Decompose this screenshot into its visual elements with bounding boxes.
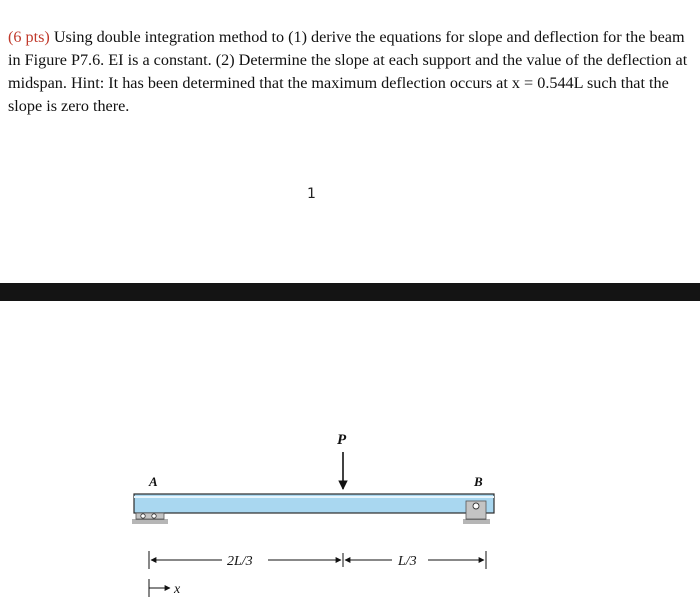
support-b-label: B [474, 474, 483, 489]
page-number: 1 [307, 186, 316, 202]
problem-text: Using double integration method to (1) derive the equations for slope and deflection for the beam in Figure P7.6. EI is a constant. (2) Determine the slope at each support and the value of the deflection at midspan. Hint: It has been determined that the maximum deflection occurs at x = 0.544L such that the slope is zero there. [8, 28, 688, 115]
span-left-label: 2L/3 [227, 554, 253, 569]
page-divider-bar [0, 283, 700, 301]
load-label: P [337, 432, 347, 448]
dimension-line [149, 551, 486, 569]
pin-support-a [132, 513, 168, 524]
beam-figure [0, 301, 700, 604]
support-a-label: A [149, 474, 158, 489]
points-label: (6 pts) [8, 28, 50, 46]
x-axis-label: x [174, 582, 181, 597]
span-right-label: L/3 [398, 554, 417, 569]
support-b [463, 501, 490, 524]
problem-statement [8, 26, 694, 118]
